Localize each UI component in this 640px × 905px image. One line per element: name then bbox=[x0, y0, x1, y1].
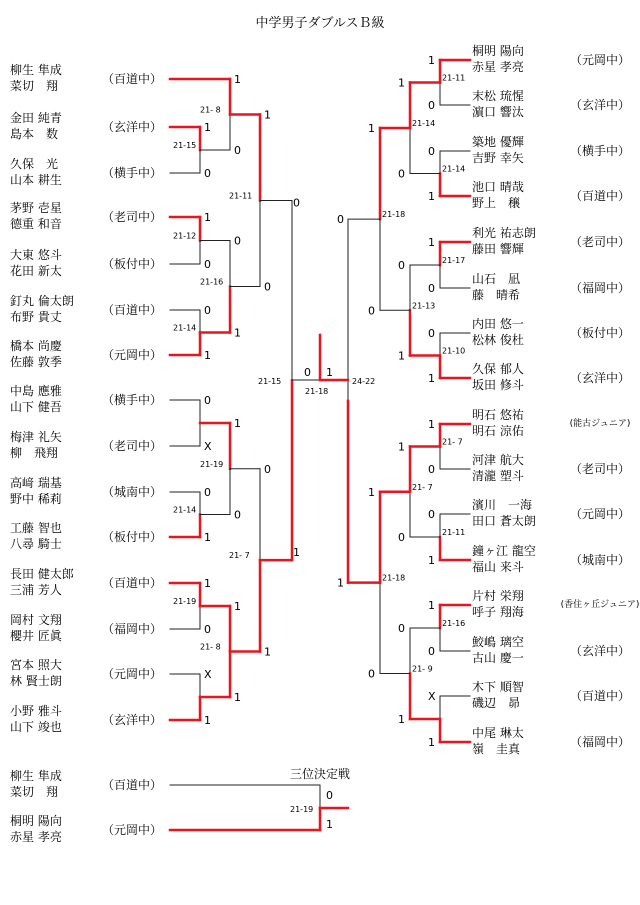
set-score: 21-18 bbox=[382, 210, 406, 220]
set-score: 21-12 bbox=[173, 231, 197, 241]
match-score: 0 bbox=[428, 282, 435, 295]
team-player-1: 鮫嶋 璃空 bbox=[472, 635, 524, 649]
match-score: 0 bbox=[398, 622, 405, 635]
team-school: （福岡中） bbox=[569, 735, 630, 749]
set-score: 21- 7 bbox=[229, 551, 250, 561]
team-player-1: 梅津 礼矢 bbox=[10, 430, 62, 444]
match-score: 0 bbox=[204, 258, 211, 271]
set-score: 21-14 bbox=[173, 323, 197, 333]
team-player-1: 高﨑 瑞基 bbox=[10, 476, 62, 490]
team-school: （横手中） bbox=[101, 393, 162, 407]
team-school: （横手中） bbox=[101, 166, 162, 180]
team-player-2: 藤田 響輝 bbox=[472, 242, 524, 256]
page-title: 中学男子ダブルスＢ級 bbox=[255, 16, 385, 31]
match-score: 1 bbox=[204, 714, 211, 727]
set-score: 21-14 bbox=[442, 164, 466, 174]
team-school: （元岡中） bbox=[101, 348, 162, 362]
match-score: 1 bbox=[204, 349, 211, 362]
match-score: X bbox=[204, 440, 212, 453]
set-score: 21-16 bbox=[200, 277, 224, 287]
set-score: 21-19 bbox=[200, 459, 224, 469]
set-score: 21-15 bbox=[173, 141, 197, 150]
team-school: （老司中） bbox=[101, 210, 162, 224]
match-score: 0 bbox=[398, 259, 405, 272]
team-player-1: 池口 晴哉 bbox=[472, 180, 524, 194]
match-score: 1 bbox=[368, 485, 375, 499]
team-player-2: 赤星 孝亮 bbox=[472, 60, 524, 74]
team-player-1: 明石 悠祐 bbox=[472, 408, 524, 422]
team-player-1: 大東 悠斗 bbox=[10, 248, 62, 262]
team-school: （板付中） bbox=[569, 326, 630, 340]
match-score: 1 bbox=[234, 326, 241, 340]
match-score: X bbox=[204, 668, 212, 681]
team-player-2: 山下 竣也 bbox=[10, 720, 62, 734]
team-player-2: 呼子 翔海 bbox=[472, 605, 524, 619]
match-score: 0 bbox=[204, 304, 211, 317]
team-player-2: 菜切 翔 bbox=[10, 785, 59, 799]
match-score: 0 bbox=[428, 463, 435, 476]
set-score: 21-11 bbox=[442, 528, 466, 537]
team-player-2: 佐藤 敦季 bbox=[10, 355, 62, 369]
team-player-1: 片村 栄翔 bbox=[472, 589, 524, 603]
match-score: 1 bbox=[204, 577, 211, 590]
team-player-2: 布野 貴丈 bbox=[10, 310, 62, 324]
team-school: （玄洋中） bbox=[569, 371, 630, 385]
team-player-2: 山本 耕生 bbox=[10, 173, 62, 187]
team-school: （元岡中） bbox=[101, 823, 162, 837]
match-score: 0 bbox=[368, 667, 375, 681]
team-school: （老司中） bbox=[569, 462, 630, 476]
team-school: （老司中） bbox=[101, 439, 162, 453]
team-player-1: 小野 雅斗 bbox=[10, 704, 62, 718]
team-player-2: 德重 和音 bbox=[10, 217, 62, 231]
team-school: （玄洋中） bbox=[569, 644, 630, 658]
match-score: 0 bbox=[326, 789, 333, 802]
match-score: 0 bbox=[293, 196, 300, 210]
team-school: （板付中） bbox=[101, 257, 162, 271]
team-player-1: 内田 悠一 bbox=[472, 317, 524, 331]
team-school: （玄洋中） bbox=[101, 713, 162, 727]
set-score: 21-14 bbox=[173, 505, 197, 515]
team-school: (香住ヶ丘ジュニア) bbox=[560, 600, 640, 610]
match-score: 1 bbox=[337, 576, 344, 590]
team-player-2: 林 賢士朗 bbox=[10, 674, 62, 688]
team-player-1: 山石 凪 bbox=[472, 272, 521, 286]
team-school: （板付中） bbox=[101, 530, 162, 544]
team-player-1: 工藤 智也 bbox=[10, 521, 62, 535]
team-player-1: 宮本 照大 bbox=[10, 658, 62, 672]
team-player-2: 嶺 圭真 bbox=[472, 742, 521, 756]
match-score: 1 bbox=[264, 645, 271, 659]
team-school: （百道中） bbox=[569, 689, 630, 703]
third-place-title: 三位決定戦 bbox=[289, 767, 351, 781]
set-score: 21-13 bbox=[412, 301, 436, 311]
match-score: 0 bbox=[398, 531, 405, 544]
team-school: （百道中） bbox=[101, 303, 162, 317]
match-score: 1 bbox=[398, 76, 405, 90]
match-score: 1 bbox=[428, 372, 435, 385]
team-player-1: 末松 琉惺 bbox=[472, 89, 524, 103]
team-player-1: 桐明 陽向 bbox=[10, 814, 62, 828]
team-player-1: 久保 光 bbox=[10, 157, 59, 171]
match-score: 0 bbox=[428, 327, 435, 340]
set-score: 21- 8 bbox=[200, 642, 221, 652]
team-player-2: 福山 来斗 bbox=[472, 560, 524, 574]
team-school: （横手中） bbox=[569, 144, 630, 158]
set-score: 21-10 bbox=[442, 346, 466, 356]
match-score: 1 bbox=[398, 440, 405, 454]
match-score: 1 bbox=[428, 599, 435, 612]
match-score: 0 bbox=[204, 394, 211, 407]
team-player-2: 櫻井 匠眞 bbox=[10, 629, 62, 643]
set-score: 21- 7 bbox=[442, 437, 463, 447]
team-player-2: 吉野 幸矢 bbox=[472, 151, 524, 165]
team-player-2: 古山 慶一 bbox=[472, 651, 524, 665]
team-player-1: 長田 健太郎 bbox=[10, 567, 74, 581]
set-score: 21-16 bbox=[442, 619, 466, 628]
team-player-2: 柳 飛翔 bbox=[10, 446, 59, 460]
team-school: （玄洋中） bbox=[569, 98, 630, 112]
team-school: （老司中） bbox=[569, 235, 630, 249]
match-score: 1 bbox=[428, 190, 435, 203]
match-score: 0 bbox=[204, 486, 211, 499]
match-score: 1 bbox=[234, 417, 241, 430]
match-score: 1 bbox=[234, 691, 241, 704]
team-player-1: 木下 順智 bbox=[472, 680, 524, 694]
team-school: （百道中） bbox=[569, 189, 630, 203]
team-player-1: 濱川 一海 bbox=[472, 498, 533, 512]
final-score-left: 0 bbox=[304, 366, 311, 379]
team-player-2: 三浦 芳人 bbox=[10, 583, 62, 597]
match-score: 0 bbox=[428, 508, 435, 521]
set-score: 21-18 bbox=[382, 573, 406, 583]
set-score: 21-19 bbox=[290, 805, 314, 814]
match-score: 1 bbox=[428, 236, 435, 249]
team-school: （福岡中） bbox=[569, 281, 630, 295]
team-player-1: 柳生 隼成 bbox=[10, 769, 62, 783]
team-player-2: 濵口 響汰 bbox=[472, 105, 524, 119]
team-school: （城南中） bbox=[101, 485, 162, 499]
final-score-right: 1 bbox=[326, 366, 333, 379]
team-player-2: 島本 数 bbox=[10, 127, 59, 141]
team-player-2: 松林 俊杜 bbox=[472, 333, 524, 347]
set-score: 21- 7 bbox=[412, 482, 433, 492]
team-player-1: 中島 應雅 bbox=[10, 384, 62, 398]
team-player-2: 野上 穣 bbox=[472, 196, 521, 210]
team-player-1: 柳生 隼成 bbox=[10, 63, 62, 77]
team-player-2: 坂田 修斗 bbox=[472, 378, 524, 392]
match-score: 1 bbox=[234, 600, 241, 613]
team-player-1: 釘丸 倫太朗 bbox=[10, 294, 74, 308]
team-player-2: 藤 晴希 bbox=[472, 288, 521, 302]
team-player-1: 桐明 陽向 bbox=[472, 44, 524, 58]
team-player-2: 野中 稀莉 bbox=[10, 492, 62, 506]
team-player-1: 橋本 尚慶 bbox=[10, 339, 62, 353]
match-score: 0 bbox=[398, 167, 405, 181]
team-player-1: 茅野 壱星 bbox=[10, 201, 62, 215]
team-player-2: 田口 蒼太朗 bbox=[472, 514, 536, 528]
match-score: 1 bbox=[428, 554, 435, 567]
team-school: (能古ジュニア) bbox=[569, 419, 631, 429]
match-score: 0 bbox=[234, 234, 241, 248]
team-player-2: 赤星 孝亮 bbox=[10, 830, 62, 844]
set-score: 21-14 bbox=[412, 119, 436, 128]
set-score: 21-11 bbox=[442, 73, 466, 83]
match-score: 1 bbox=[293, 546, 300, 560]
set-score: 21-15 bbox=[258, 377, 282, 386]
set-score: 21- 9 bbox=[412, 664, 433, 674]
match-score: 1 bbox=[326, 818, 333, 831]
match-score: 1 bbox=[398, 349, 405, 363]
match-score: 0 bbox=[264, 280, 271, 294]
match-score: 0 bbox=[204, 167, 211, 180]
match-score: 1 bbox=[398, 713, 405, 726]
match-score: 0 bbox=[428, 645, 435, 658]
team-player-2: 菜切 翔 bbox=[10, 79, 59, 93]
match-score: 0 bbox=[428, 145, 435, 158]
match-score: 1 bbox=[264, 108, 271, 122]
match-score: 0 bbox=[337, 213, 344, 227]
team-player-1: 利光 祐志朗 bbox=[472, 226, 536, 240]
team-player-1: 岡村 文翔 bbox=[10, 613, 62, 627]
match-score: 1 bbox=[204, 121, 211, 134]
team-player-1: 久保 郁人 bbox=[472, 362, 524, 376]
match-score: 0 bbox=[368, 304, 375, 318]
match-score: 1 bbox=[428, 736, 435, 749]
match-score: 1 bbox=[428, 54, 435, 67]
match-score: 0 bbox=[428, 99, 435, 112]
set-score: 21-18 bbox=[305, 387, 329, 396]
match-score: 1 bbox=[204, 211, 211, 224]
team-school: （玄洋中） bbox=[101, 120, 162, 134]
team-player-1: 金田 純青 bbox=[10, 111, 62, 125]
match-score: 1 bbox=[368, 122, 375, 135]
team-player-1: 鐘ヶ江 龍空 bbox=[472, 544, 536, 558]
team-player-1: 河津 航大 bbox=[472, 453, 524, 467]
team-school: （元岡中） bbox=[101, 667, 162, 681]
set-score: 21-17 bbox=[442, 256, 466, 265]
team-player-2: 磯辺 昴 bbox=[472, 696, 521, 710]
team-school: （城南中） bbox=[569, 553, 630, 567]
match-score: X bbox=[428, 690, 436, 703]
set-score: 21-11 bbox=[229, 191, 253, 201]
team-player-2: 花田 新太 bbox=[10, 264, 62, 278]
match-score: 0 bbox=[234, 144, 241, 157]
match-score: 1 bbox=[204, 531, 211, 544]
team-school: （元岡中） bbox=[569, 507, 630, 521]
team-school: （福岡中） bbox=[101, 622, 162, 636]
team-player-2: 明石 涼佑 bbox=[472, 424, 524, 438]
team-school: （元岡中） bbox=[569, 53, 630, 67]
team-school: （百道中） bbox=[101, 778, 162, 792]
match-score: 0 bbox=[234, 508, 241, 522]
team-player-2: 清瀧 塑斗 bbox=[472, 469, 524, 483]
set-score: 21- 8 bbox=[200, 105, 221, 115]
set-score: 21-19 bbox=[173, 597, 197, 606]
team-player-2: 山下 健吾 bbox=[10, 400, 62, 414]
match-score: 0 bbox=[264, 462, 271, 476]
match-score: 0 bbox=[204, 623, 211, 636]
team-player-2: 八尋 騎士 bbox=[10, 537, 62, 551]
team-school: （百道中） bbox=[101, 576, 162, 590]
set-score: 24-22 bbox=[352, 377, 376, 386]
match-score: 1 bbox=[428, 418, 435, 431]
team-school: （百道中） bbox=[101, 72, 162, 86]
match-score: 1 bbox=[234, 73, 241, 86]
team-player-1: 中尾 琳太 bbox=[472, 726, 524, 740]
team-player-1: 築地 優輝 bbox=[472, 135, 524, 149]
